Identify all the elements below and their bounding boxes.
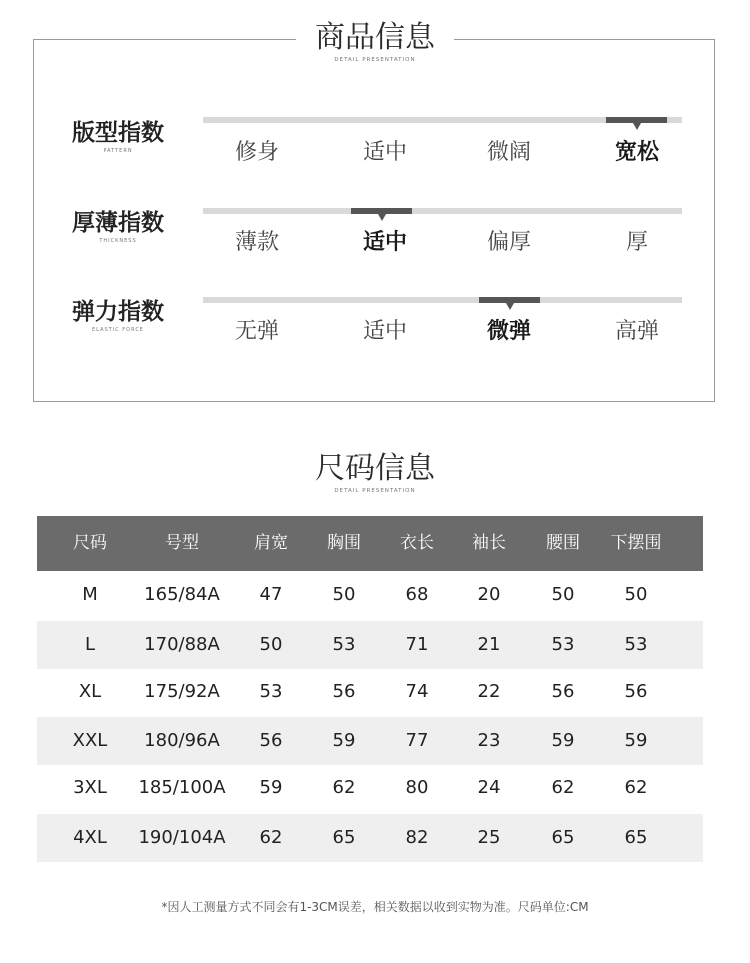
elasticity-index-track <box>203 297 682 303</box>
table-cell: 62 <box>624 777 648 798</box>
table-cell: 62 <box>332 777 356 798</box>
table-cell: 24 <box>477 777 501 798</box>
table-row <box>37 814 703 862</box>
table-cell: 50 <box>332 584 356 605</box>
table-cell: 56 <box>551 681 575 702</box>
table-cell: 56 <box>624 681 648 702</box>
table-cell: 65 <box>624 827 648 848</box>
table-cell: 47 <box>259 584 283 605</box>
table-cell: 53 <box>551 634 575 655</box>
thickness-option: 薄款 <box>234 230 279 255</box>
column-header: 下摆围 <box>610 533 662 553</box>
thickness-index-sublabel: THICKNESS <box>99 238 137 244</box>
table-cell: 185/100A <box>138 777 226 798</box>
thickness-option: 厚 <box>625 230 648 255</box>
table-cell: 175/92A <box>144 681 220 702</box>
table-cell: 50 <box>624 584 648 605</box>
thickness-option-selected: 适中 <box>362 230 407 255</box>
elasticity-index-sublabel: ELASTIC FORCE <box>92 327 144 333</box>
table-cell: 190/104A <box>138 827 226 848</box>
table-cell: 50 <box>259 634 283 655</box>
size-table-header <box>37 516 703 571</box>
table-cell: 62 <box>551 777 575 798</box>
table-row <box>37 717 703 765</box>
column-header: 腰围 <box>546 533 580 553</box>
table-cell: 74 <box>405 681 429 702</box>
size-info-title: 尺码信息 <box>296 449 454 489</box>
column-header: 肩宽 <box>254 533 288 553</box>
pattern-option: 适中 <box>362 140 407 165</box>
thickness-index-track <box>203 208 682 214</box>
elasticity-option: 适中 <box>362 319 407 344</box>
product-info-title: 商品信息 <box>296 18 454 58</box>
column-header: 胸围 <box>327 533 361 553</box>
table-row <box>37 621 703 669</box>
table-cell: 68 <box>405 584 429 605</box>
table-cell: 59 <box>551 730 575 751</box>
table-cell: 165/84A <box>144 584 220 605</box>
pattern-index-marker-pointer <box>633 123 641 130</box>
table-cell: 82 <box>405 827 429 848</box>
elasticity-index-label: 弹力指数 <box>72 299 164 325</box>
table-cell: M <box>82 584 98 605</box>
table-row <box>37 668 703 716</box>
table-cell: 59 <box>332 730 356 751</box>
elasticity-option: 无弹 <box>234 319 279 344</box>
table-cell: 62 <box>259 827 283 848</box>
pattern-index-label: 版型指数 <box>72 120 164 146</box>
table-cell: 80 <box>405 777 429 798</box>
table-cell: 53 <box>259 681 283 702</box>
thickness-option: 偏厚 <box>486 230 531 255</box>
table-cell: 180/96A <box>144 730 220 751</box>
table-row <box>37 764 703 812</box>
thickness-index-marker-pointer <box>378 214 386 221</box>
table-cell: 170/88A <box>144 634 220 655</box>
table-cell: 59 <box>259 777 283 798</box>
table-cell: 23 <box>477 730 501 751</box>
measurement-footnote: *因人工测量方式不同会有1-3CM误差，相关数据以收到实物为准。尺码单位:CM <box>161 900 589 914</box>
pattern-option: 修身 <box>234 140 279 165</box>
column-header: 尺码 <box>73 533 107 553</box>
column-header: 袖长 <box>472 533 506 553</box>
column-header: 号型 <box>165 533 199 553</box>
elasticity-index-marker-pointer <box>506 303 514 310</box>
table-cell: L <box>84 634 96 655</box>
table-cell: 53 <box>624 634 648 655</box>
table-row <box>37 571 703 619</box>
table-cell: XL <box>78 681 102 702</box>
table-cell: 56 <box>332 681 356 702</box>
table-cell: 59 <box>624 730 648 751</box>
table-cell: 77 <box>405 730 429 751</box>
pattern-index-sublabel: PATTERN <box>103 148 133 154</box>
elasticity-option-selected: 微弹 <box>486 319 531 344</box>
table-cell: 22 <box>477 681 501 702</box>
pattern-option-selected: 宽松 <box>614 140 659 165</box>
pattern-index-track <box>203 117 682 123</box>
table-cell: 25 <box>477 827 501 848</box>
table-cell: 56 <box>259 730 283 751</box>
table-cell: 65 <box>551 827 575 848</box>
product-info-subtitle: DETAIL PRESENTATION <box>334 57 416 63</box>
size-info-subtitle: DETAIL PRESENTATION <box>334 488 416 494</box>
column-header: 衣长 <box>400 533 434 553</box>
table-cell: 21 <box>477 634 501 655</box>
table-cell: 3XL <box>73 777 107 798</box>
table-cell: 53 <box>332 634 356 655</box>
table-cell: 50 <box>551 584 575 605</box>
table-cell: 20 <box>477 584 501 605</box>
thickness-index-label: 厚薄指数 <box>72 210 164 236</box>
pattern-option: 微阔 <box>486 140 531 165</box>
table-cell: 65 <box>332 827 356 848</box>
table-cell: 71 <box>405 634 429 655</box>
table-cell: XXL <box>72 730 108 751</box>
table-cell: 4XL <box>73 827 107 848</box>
elasticity-option: 高弹 <box>614 319 659 344</box>
